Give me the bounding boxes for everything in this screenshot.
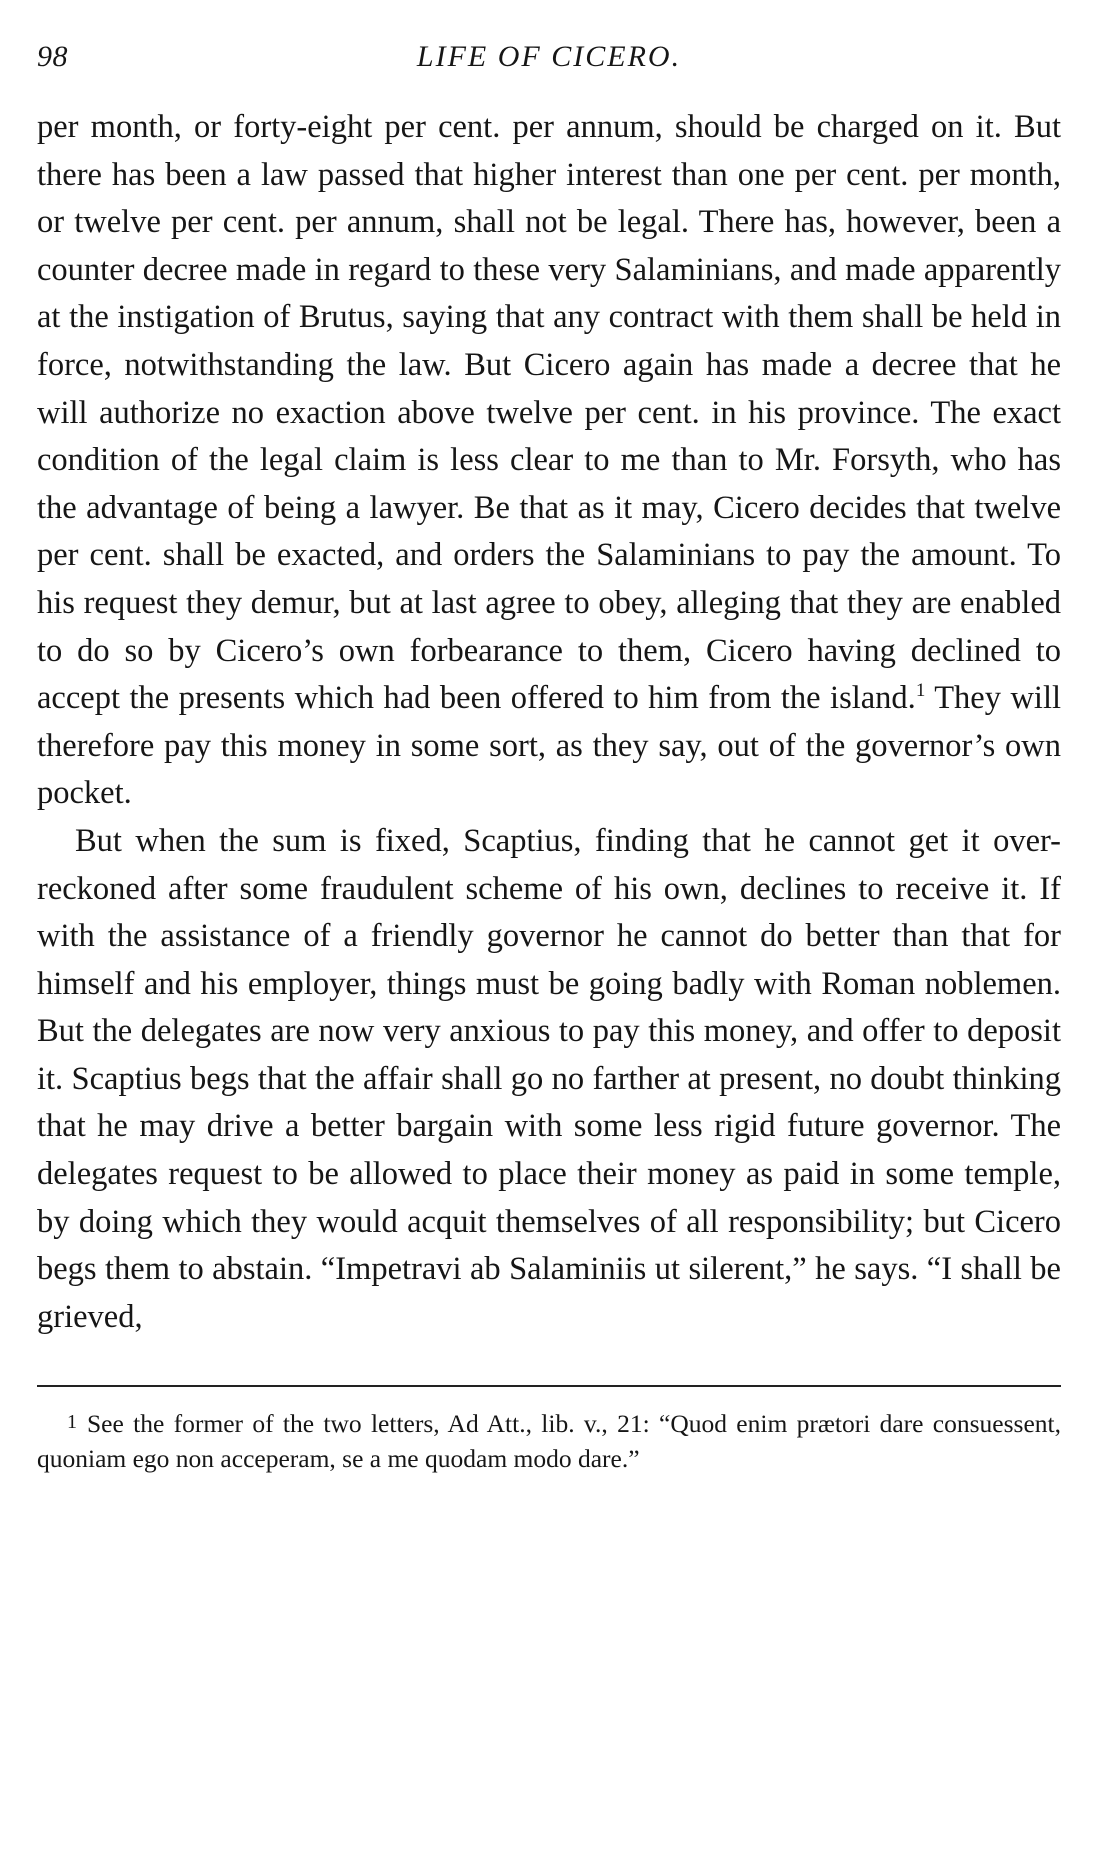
- footnote: [37, 1405, 1061, 1476]
- paragraph-2: But when the sum is fixed, Scaptius, finding that he cannot get it over-reckoned after some fraudulent scheme of his own, declines to receive it. If with the assistance of a friendly governor he cannot do better than that for himself and his employer, things must be going badly with Roman noblemen. But the delegates are now very anxious to pay this money, and offer to deposit it. Scaptius begs that the affair shall go no farther at present, no doubt thinking that he may drive a better bargain with some less rigid future governor. The delegates request to be allowed to place their money as paid in some temple, by doing which they would acquit themselves of all responsibility; but Cicero begs them to abstain. “Impetravi ab Salaminiis ut silerent,” he says. “I shall be grieved,: [37, 822, 1061, 1335]
- paragraph-1-continuation: They will therefore pay this money in some sort, as they say, out of the governor’s own pocket.: [37, 680, 1062, 812]
- book-page: [37, 40, 1061, 1476]
- body-text: [37, 104, 1061, 1341]
- page-header: [37, 40, 1061, 86]
- footnote-number: 1: [67, 1411, 77, 1434]
- paragraph-1: [37, 104, 1061, 818]
- footnote-reference[interactable]: 1: [915, 680, 926, 702]
- paragraph-1-text: per month, or forty-eight per cent. per annum, should be charged on it. But there has been a law passed that higher interest than one per cent. per month, or twelve per cent. per annum, shall not be legal. There has, however, been a counter decree made in regard to these very Salaminians, and made apparently at the instigation of Brutus, saying that any contract with them shall be held in force, notwithstanding the law. But Cicero again has made a decree that he will authorize no exaction above twelve per cent. in his province. The exact condition of the legal claim is less clear to me than to Mr. Forsyth, who has the advantage of being a lawyer. Be that as it may, Cicero decides that twelve per cent. shall be exacted, and orders the Salaminians to pay the amount. To his request they demur, but at last agree to obey, alleging that they are enabled to do so by Cicero’s own forbearance to them, Cicero having declined to accept the presents which had been offered to him from the island.: [37, 109, 1061, 717]
- footnote-divider: [37, 1385, 1061, 1387]
- running-title: LIFE OF CICERO.: [416, 40, 682, 73]
- page-number: 98: [37, 40, 68, 73]
- footnote-text: See the former of the two letters, Ad Att., lib. v., 21: “Quod enim prætori dare consuessent, quoniam ego non acceperam, se a me quodam modo dare.”: [37, 1409, 1061, 1474]
